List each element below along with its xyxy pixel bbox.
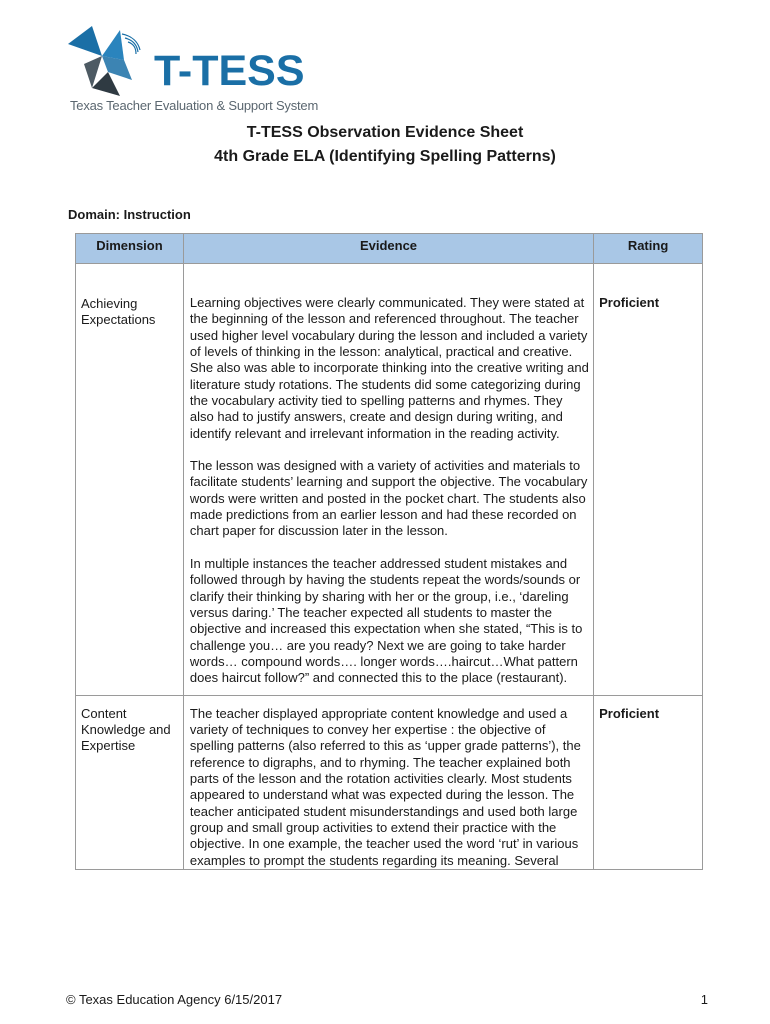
- dimension-cell: Content Knowledge and Expertise: [76, 695, 184, 869]
- table-header-row: [76, 234, 703, 264]
- domain-label: Domain: Instruction: [68, 207, 191, 222]
- page-subtitle: 4th Grade ELA (Identifying Spelling Patterns): [214, 148, 556, 165]
- table-row: [76, 264, 703, 696]
- evidence-paragraph: Learning objectives were clearly communicated. They were stated at the beginning of the lesson and referenced throughout. The teacher used higher level vocabulary during the lesson and included a variety of levels of thinking in the lesson: analytical, practical and creative. She also was able to incorporate thinking into the creative writing and literature study rotations. The students did some categorizing during the vocabulary activity tied to spelling patterns and rhymes. They also had to justify answers, create and design during writing, and identify relevant and irrelevant information in the reading activity.: [189, 295, 589, 441]
- dimension-cell: Achieving Expectations: [76, 264, 184, 696]
- t-tess-logo: [62, 22, 322, 117]
- evidence-cell: [183, 264, 593, 696]
- logo-tagline: Texas Teacher Evaluation & Support System: [70, 98, 319, 113]
- header-dimension: Dimension: [76, 234, 184, 264]
- evidence-cell: [183, 695, 593, 869]
- evidence-paragraph: The lesson was designed with a variety of activities and materials to facilitate students’ learning and support the objective. The vocabulary words were written and posted in the pocket chart. The students also made predictions from an earlier lesson and had these recorded on chart paper for discussion later in the lesson.: [189, 458, 588, 539]
- rating-cell: Proficient: [594, 264, 703, 696]
- star-logo-icon: [62, 22, 162, 102]
- evidence-paragraph: The teacher displayed appropriate content knowledge and used a variety of techniques to convey her expertise : the objective of spelling patterns (also referred to this as ‘upper grade patterns’), the reference to digraphs, and to rhyming. The teacher explained both parts of the lesson and the rotation activities clearly. Most students appeared to understand what was expected during the lesson. The teacher anticipated student misunderstandings and used both large group and small group activities to extend their practice with the objective. In one example, the teacher used the word ‘rut’ in various examples to prompt the students regarding its meaning. Several: [189, 705, 581, 868]
- footer-copyright: © Texas Education Agency 6/15/2017: [66, 992, 283, 1007]
- header-evidence: Evidence: [183, 234, 593, 264]
- page-number: 1: [700, 992, 708, 1007]
- evidence-paragraph: In multiple instances the teacher addressed student mistakes and followed through by having the students repeat the words/sounds or clarify their thinking by sharing with her or the group, i.e., ‘dareling versus daring.’ The teacher expected all students to master the objective and increased this expectation when she stated, “This is to challenge you… are you ready? Next we are going to take harder words… compound words…. longer words….haircut…What pattern does haircut follow?” and connected this to the place (restaurant).: [189, 555, 583, 686]
- logo-wordmark: T-TESS: [154, 47, 305, 95]
- header-rating: Rating: [594, 234, 703, 264]
- page-title: T-TESS Observation Evidence Sheet: [246, 124, 524, 141]
- table-row: [76, 695, 703, 869]
- rating-cell: Proficient: [594, 695, 703, 869]
- evidence-table: [75, 233, 703, 870]
